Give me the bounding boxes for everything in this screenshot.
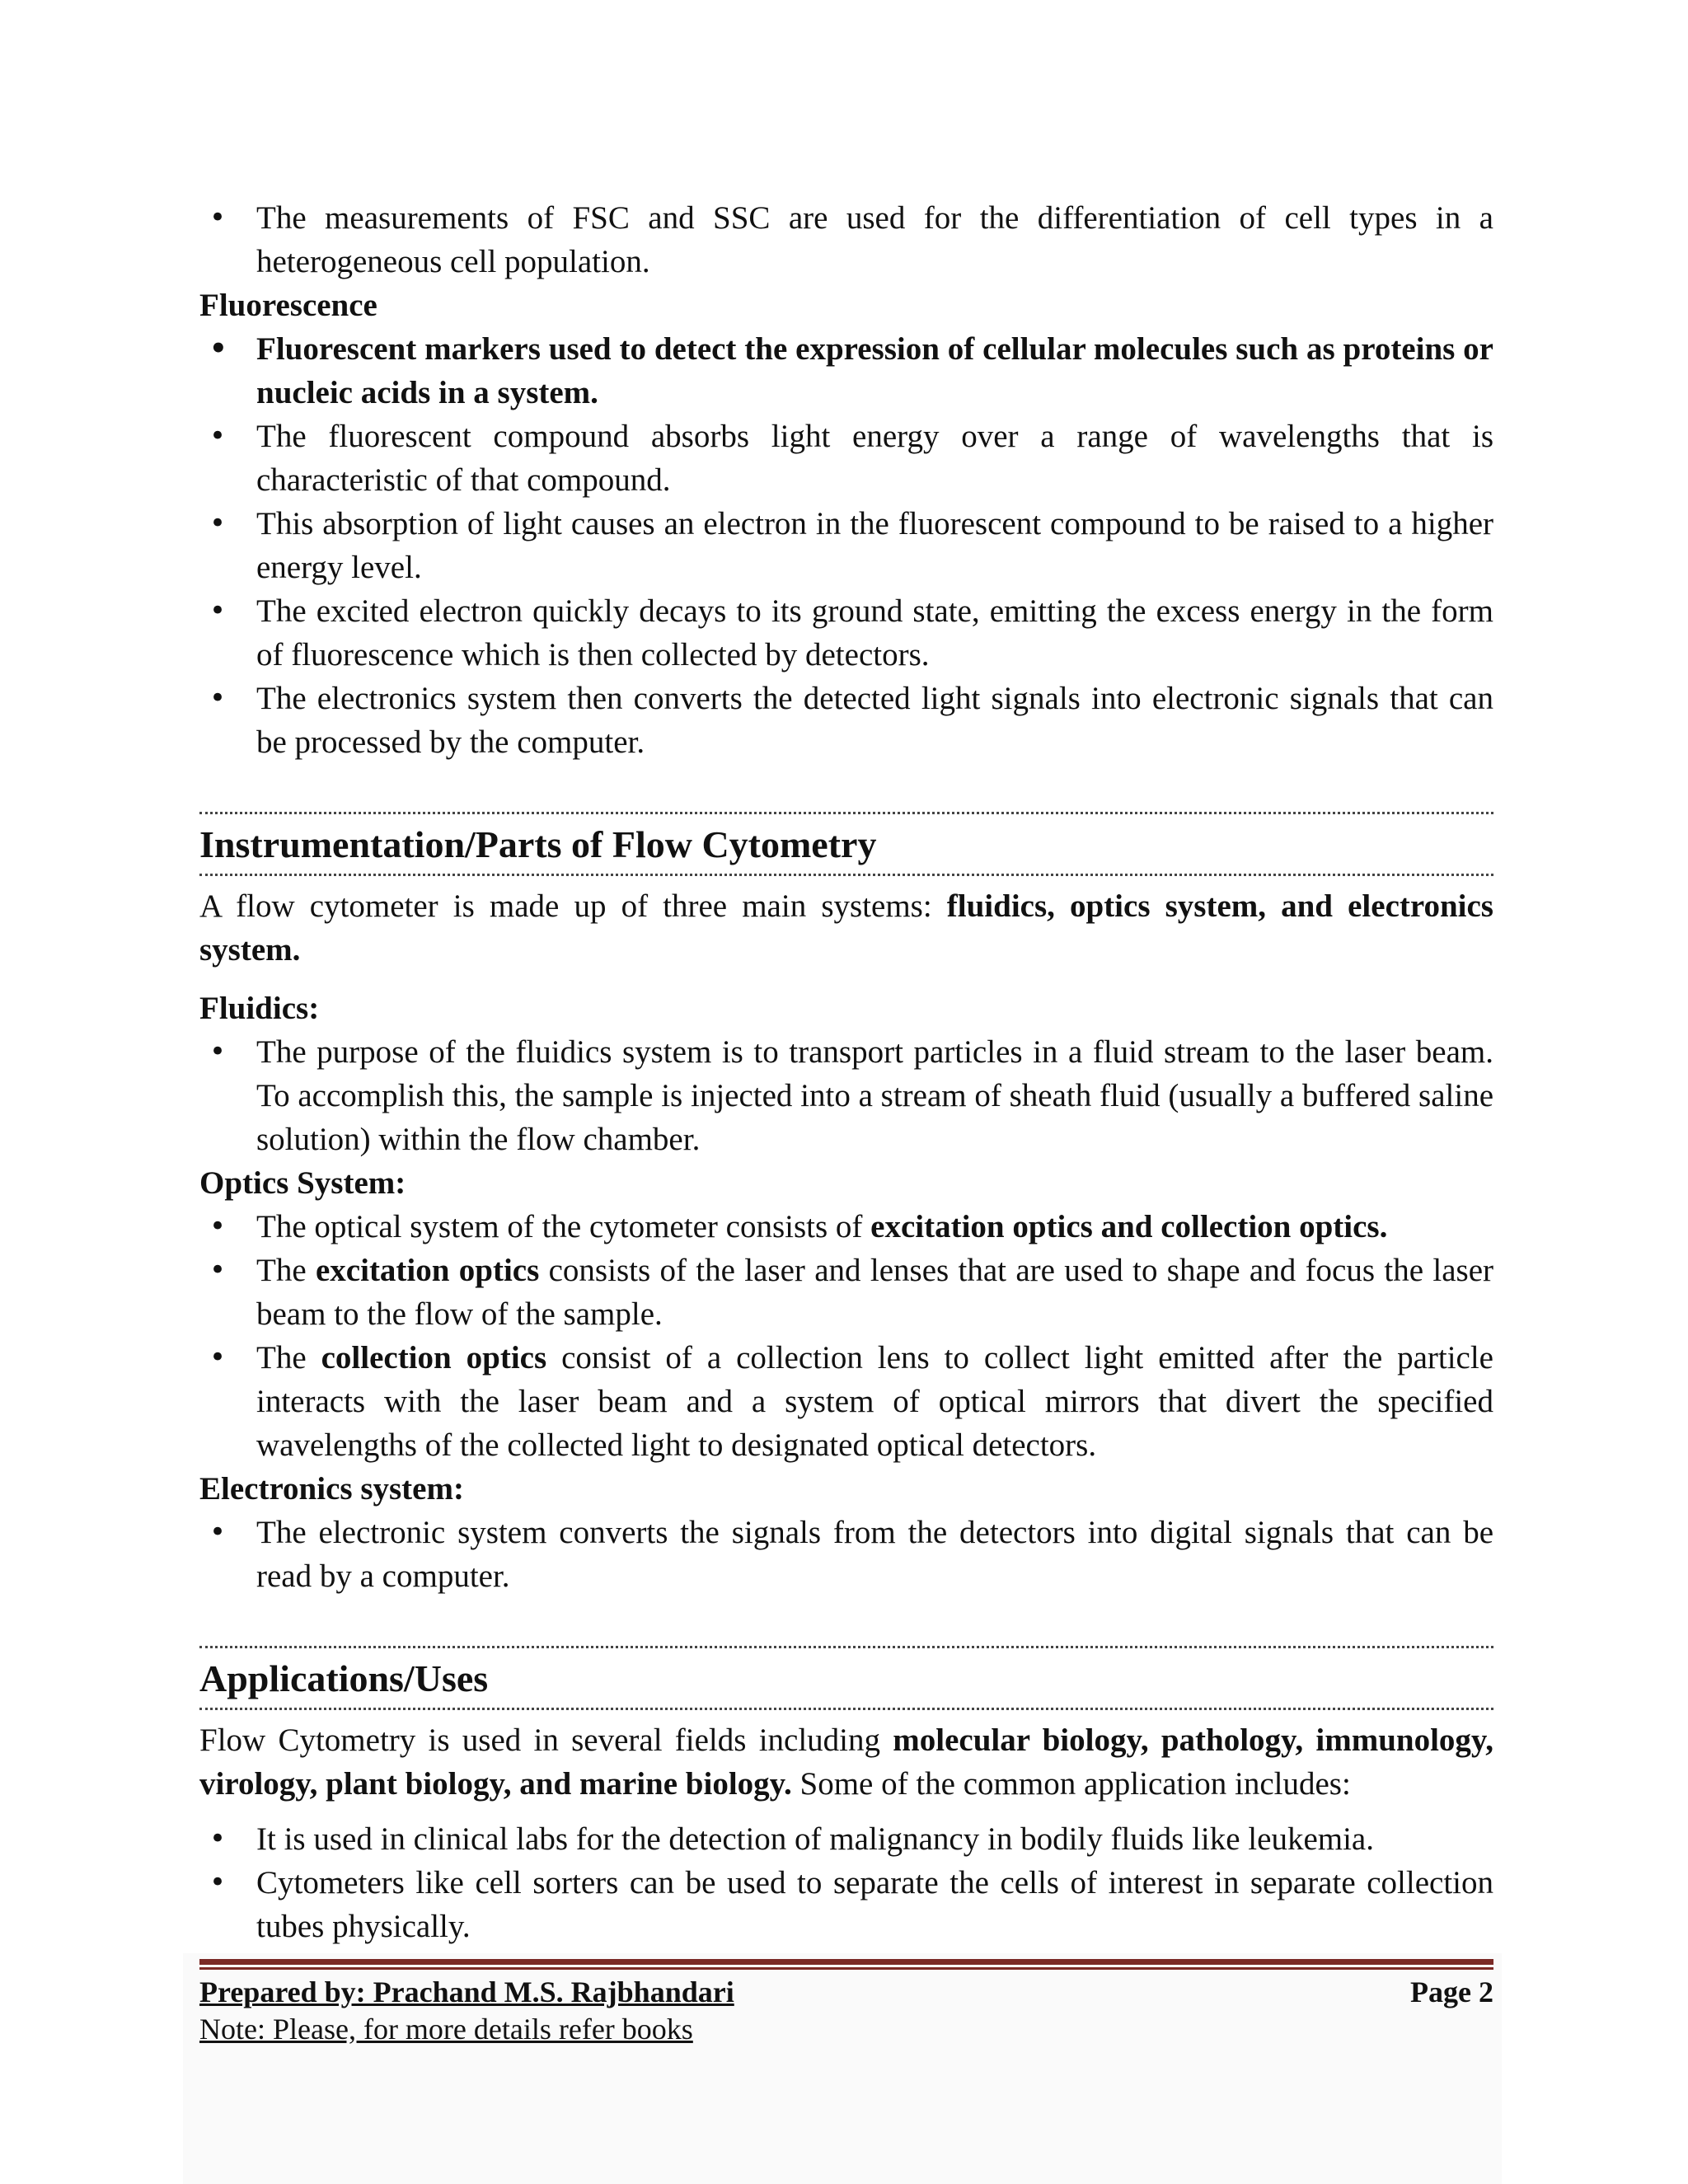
list-item xyxy=(199,1205,1493,1249)
list-item: • The excited electron quickly decays to its ground state, emitting the excess energy in the form of fluorescence which is then collected by detectors. xyxy=(199,589,1493,677)
fluidics-list xyxy=(199,1030,1493,1161)
page-footer xyxy=(199,1959,1493,2047)
applications-list xyxy=(199,1817,1493,1948)
list-item-bold-text: excitation optics xyxy=(315,1253,540,1288)
footer-rule xyxy=(199,1967,1493,1970)
electronics-list xyxy=(199,1511,1493,1598)
instrumentation-intro xyxy=(199,884,1493,972)
page-content xyxy=(199,196,1493,1948)
list-item: • This absorption of light causes an electron in the fluorescent compound to be raised to a higher energy level. xyxy=(199,502,1493,589)
list-item-text: consists of the laser and lenses that are used to shape and focus the laser beam to the flow of the sample. xyxy=(256,1253,1493,1332)
intro-text: A flow cytometer is made up of three main systems: xyxy=(199,888,947,924)
list-item: • Fluorescent markers used to detect the expression of cellular molecules such as proteins or nucleic acids in a system. xyxy=(199,327,1493,415)
optics-heading: Optics System: xyxy=(199,1165,406,1201)
section-heading-instrumentation: Instrumentation/Parts of Flow Cytometry xyxy=(199,812,1493,876)
list-item-text: consist of a collection lens to collect light emitted after the particle interacts with the laser beam and a system of optical mirrors that divert the specified wavelengths of the collected light to designated optical detectors. xyxy=(256,1340,1493,1463)
footer-author: Prepared by: Prachand M.S. Rajbhandari xyxy=(199,1975,734,2008)
intro-bold-text: molecular biology, pathology, immunology, virology, plant biology, and marine biology. xyxy=(199,1722,1494,1802)
list-item: • The fluorescent compound absorbs light energy over a range of wavelengths that is characteristic of that compound. xyxy=(199,415,1493,502)
footer-note: Note: Please, for more details refer books xyxy=(199,2013,693,2046)
list-item: • The purpose of the fluidics system is to transport particles in a fluid stream to the laser beam. To accomplish this, the sample is injected into a stream of sheath fluid (usually a buffered saline solution) within the flow chamber. xyxy=(199,1030,1493,1161)
electronics-heading: Electronics system: xyxy=(199,1471,464,1507)
intro-text: Some of the common application includes: xyxy=(791,1766,1351,1802)
applications-intro xyxy=(199,1718,1493,1806)
list-item-text: The optical system of the cytometer consists of xyxy=(256,1209,871,1244)
fluorescence-heading: Fluorescence xyxy=(199,288,377,323)
page-number: Page 2 xyxy=(1410,1975,1493,2008)
section-heading-applications: Applications/Uses xyxy=(199,1646,1493,1710)
footer-rule xyxy=(199,1959,1493,1965)
list-item xyxy=(199,1336,1493,1467)
list-item-text: The xyxy=(256,1340,321,1376)
intro-bold-text: fluidics, optics system, and electronics system. xyxy=(199,888,1493,968)
fluorescence-list xyxy=(199,327,1493,764)
list-item: • It is used in clinical labs for the detection of malignancy in bodily fluids like leukemia. xyxy=(199,1817,1493,1861)
fluidics-heading: Fluidics: xyxy=(199,991,320,1026)
list-item xyxy=(199,1249,1493,1336)
list-item: • The electronic system converts the signals from the detectors into digital signals that can be read by a computer. xyxy=(199,1511,1493,1598)
list-item-text: The xyxy=(256,1253,316,1288)
scatter-list xyxy=(199,196,1493,284)
list-item: • The electronics system then converts the detected light signals into electronic signals that can be processed by the computer. xyxy=(199,677,1493,764)
list-item: • The measurements of FSC and SSC are used for the differentiation of cell types in a heterogeneous cell population. xyxy=(199,196,1493,284)
optics-list xyxy=(199,1205,1493,1467)
list-item-bold-text: excitation optics and collection optics. xyxy=(870,1209,1388,1244)
list-item: • Cytometers like cell sorters can be used to separate the cells of interest in separate collection tubes physically. xyxy=(199,1861,1493,1948)
intro-text: Flow Cytometry is used in several fields including xyxy=(199,1722,893,1758)
list-item-bold-text: collection optics xyxy=(321,1340,547,1376)
footer-row xyxy=(199,1973,1493,2011)
